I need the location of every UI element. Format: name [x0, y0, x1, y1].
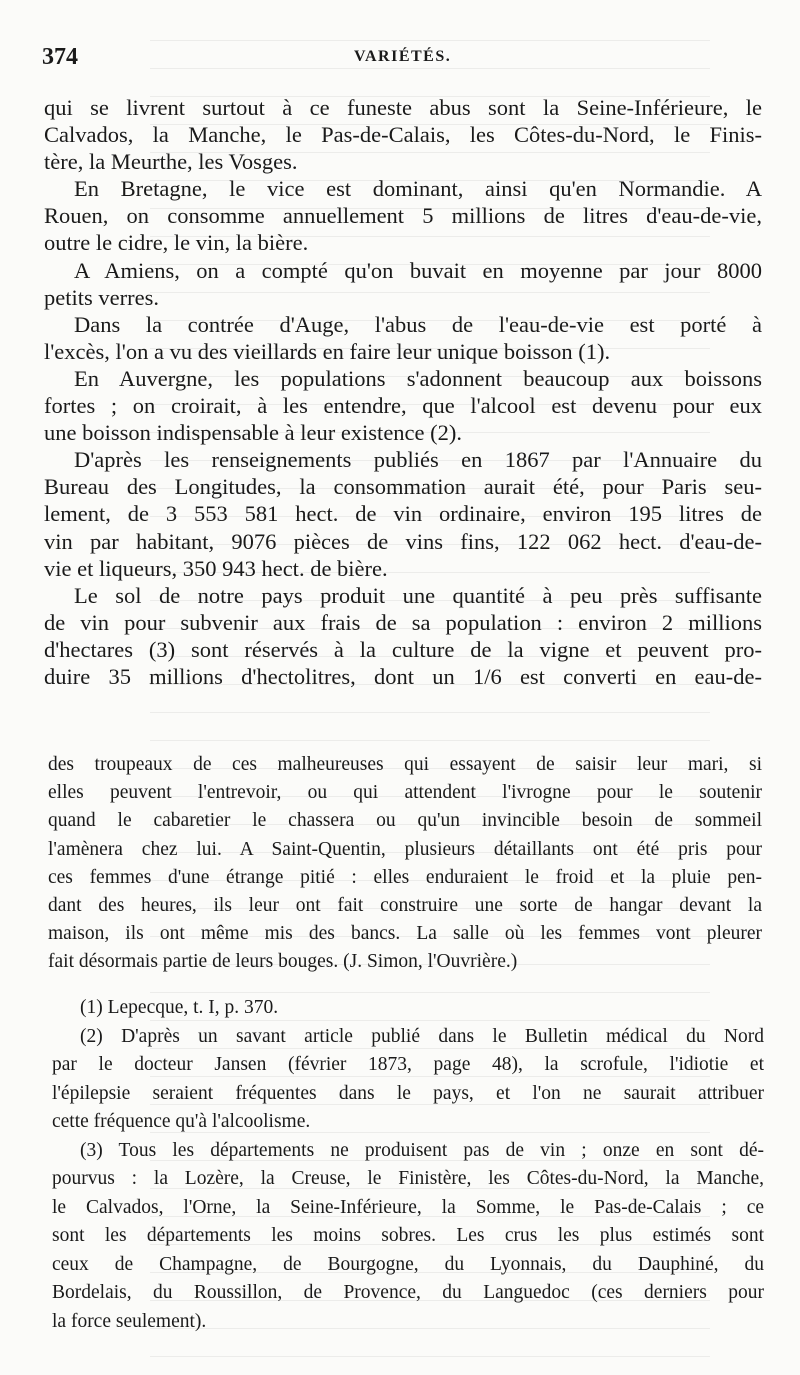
quote-line: fait désormais partie de leurs bouges. (J. Simon, l'Ouvrière.) [48, 951, 518, 973]
footnote-line: pourvus : la Lozère, la Creuse, le Finistère, les Côtes-du-Nord, la Manche, [52, 1168, 764, 1189]
text-line: Calvados, la Manche, le Pas-de-Calais, les Côtes-du-Nord, le Finis- [44, 122, 762, 148]
footnote-line: (1) Lepecque, t. I, p. 370. [80, 997, 279, 1018]
text-line: fortes ; on croirait, à les entendre, que l'alcool est devenu pour eux [44, 393, 762, 419]
text-line: petits verres. [44, 284, 159, 310]
text-line: D'après les renseignements publiés en 1867 par l'Annuaire du [74, 447, 762, 473]
text-line: duire 35 millions d'hectolitres, dont un 1/6 est converti en eau-de- [44, 663, 762, 689]
page-header [42, 44, 762, 74]
text-line: une boisson indispensable à leur existence (2). [44, 420, 463, 446]
quote-line: quand le cabaretier le chassera ou qu'un invincible besoin de sommeil [48, 810, 762, 832]
text-line: En Bretagne, le vice est dominant, ainsi qu'en Normandie. A [74, 176, 762, 202]
footnote-line: le Calvados, l'Orne, la Seine-Inférieure, la Somme, le Pas-de-Calais ; ce [52, 1196, 764, 1218]
footnote-line: Bordelais, du Roussillon, de Provence, du Languedoc (ces derniers pour [52, 1282, 764, 1303]
footnote-line: la force seulement). [52, 1310, 207, 1332]
text-line: vin par habitant, 9076 pièces de vins fins, 122 062 hect. d'eau-de- [44, 528, 762, 554]
text-line: qui se livrent surtout à ce funeste abus sont la Seine-Inférieure, le [44, 95, 762, 120]
quote-line: l'amènera chez lui. A Saint-Quentin, plusieurs détaillants ont été pris pour [48, 838, 762, 860]
text-line: l'excès, l'on a vu des vieillards en faire leur unique boisson (1). [44, 338, 611, 364]
text-line: tère, la Meurthe, les Vosges. [44, 149, 298, 175]
text-line: d'hectares (3) sont réservés à la culture de la vigne et peuvent pro- [44, 636, 762, 662]
text-line: A Amiens, on a compté qu'on buvait en moyenne par jour 8000 [74, 257, 762, 283]
text-line: Bureau des Longitudes, la consommation aurait été, pour Paris seu- [44, 474, 762, 500]
footnote-line: (3) Tous les départements ne produisent pas de vin ; onze en sont dé- [80, 1139, 764, 1161]
footnote-line: par le docteur Jansen (février 1873, page 48), la scrofule, l'idiotie et [52, 1054, 764, 1075]
text-line: vie et liqueurs, 350 943 hect. de bière. [44, 555, 388, 581]
page-number: 374 [42, 44, 78, 70]
footnotes [52, 994, 764, 1336]
quoted-passage [48, 751, 762, 977]
text-line: Dans la contrée d'Auge, l'abus de l'eau-de-vie est porté à [74, 311, 762, 337]
text-line: outre le cidre, le vin, la bière. [44, 230, 309, 256]
text-line: Rouen, on consomme annuellement 5 millions de litres d'eau-de-vie, [44, 203, 762, 229]
quote-line: maison, ils ont même mis des bancs. La salle où les femmes vont pleurer [48, 923, 762, 945]
footnote-line: l'épilepsie seraient fréquentes dans le pays, et l'on ne saurait attribuer [52, 1082, 764, 1104]
text-line: En Auvergne, les populations s'adonnent beaucoup aux boissons [74, 365, 762, 391]
quote-line: des troupeaux de ces malheureuses qui essayent de saisir leur mari, si [48, 754, 762, 775]
text-line: lement, de 3 553 581 hect. de vin ordinaire, environ 195 litres de [44, 501, 762, 527]
text-line: Le sol de notre pays produit une quantité à peu près suffisante [74, 582, 762, 608]
main-text [44, 94, 762, 690]
quote-line: elles peuvent l'entrevoir, ou qui attendent l'ivrogne pour le soutenir [48, 782, 762, 804]
footnote-line: ceux de Champagne, de Bourgogne, du Lyonnais, du Dauphiné, du [52, 1253, 764, 1275]
quote-line: dant des heures, ils leur ont fait construire une sorte de hangar devant la [48, 894, 762, 916]
text-line: de vin pour subvenir aux frais de sa population : environ 2 millions [44, 609, 762, 635]
quote-line: ces femmes d'une étrange pitié : elles enduraient le froid et la pluie pen- [48, 866, 762, 888]
footnote-line: sont les départements les moins sobres. Les crus les plus estimés sont [52, 1225, 764, 1246]
footnote-line: cette fréquence qu'à l'alcoolisme. [52, 1111, 311, 1132]
footnote-line: (2) D'après un savant article publié dans le Bulletin médical du Nord [80, 1025, 764, 1047]
running-head: VARIÉTÉS. [354, 48, 452, 65]
